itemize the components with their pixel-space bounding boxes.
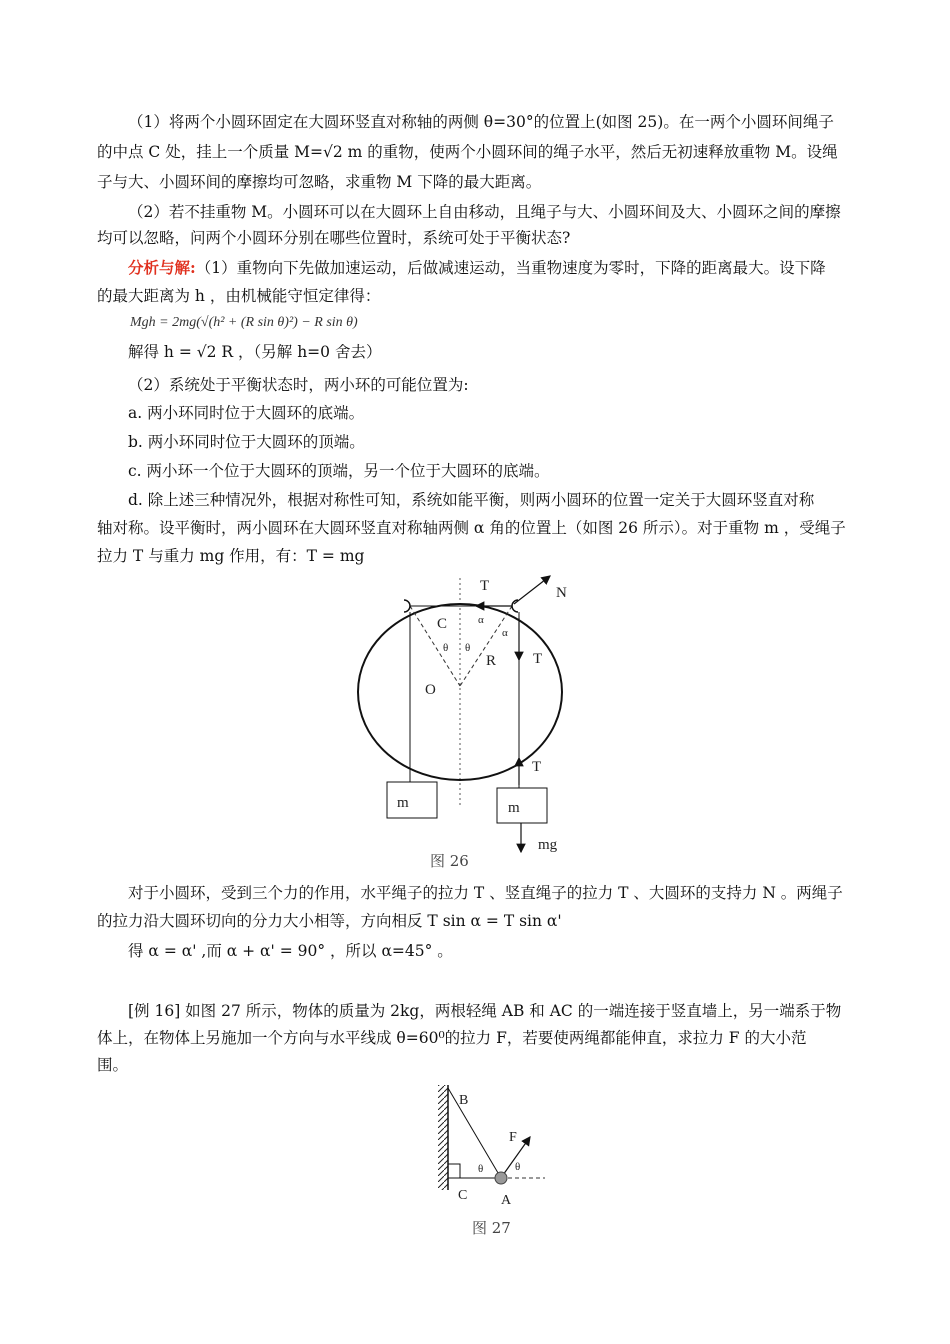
solution-s2-intro: （2）系统处于平衡状态时，两小环的可能位置为: (128, 376, 469, 394)
small-ring-left (404, 600, 410, 612)
analysis-line2: 的拉力沿大圆环切向的分力大小相等，方向相反 T sin α = T sin α' (97, 912, 562, 930)
right-angle-mark (448, 1164, 460, 1178)
problem-p1-line1: （1）将两个小圆环固定在大圆环竖直对称轴的两侧 θ=30°的位置上(如图 25)。在一两个小圆环间绳子 (128, 113, 834, 131)
mass-right (497, 788, 547, 823)
label-theta-2: θ (465, 642, 471, 654)
label-theta-1: θ (443, 642, 449, 654)
solution-s1-line2: 的最大距离为 h ，由机械能守恒定律得： (97, 287, 381, 305)
solution-item-d2: 轴对称。设平衡时，两小圆环在大圆环竖直对称轴两侧 α 角的位置上（如图 26 所示）。对于重物 m ，受绳子 (97, 519, 846, 537)
mass-left (387, 782, 437, 818)
wall-hatching (438, 1085, 448, 1190)
label-alpha-1: α (478, 614, 484, 626)
label-O: O (425, 682, 436, 698)
label-m-right: m (508, 800, 520, 816)
example16-line2: 体上，在物体上另施加一个方向与水平线成 θ=60⁰的拉力 F，若要使两绳都能伸直，求拉力 F 的大小范 (97, 1029, 807, 1047)
example16-line1: [例 16] 如图 27 所示，物体的质量为 2kg，两根轻绳 AB 和 AC 的一端连接于竖直墙上，另一端系于物 (128, 1002, 842, 1020)
label-R: R (486, 653, 497, 669)
solution-line1 (128, 258, 826, 278)
solution-item-d1: d. 除上述三种情况外，根据对称性可知，系统如能平衡，则两小圆环的位置一定关于大圆环竖直对称 (128, 491, 815, 509)
solution-item-d3: 拉力 T 与重力 mg 作用，有：T = mg (97, 547, 365, 565)
formula-energy: Mgh = 2mg(√(h² + (R sin θ)²) − R sin θ) (130, 315, 358, 330)
label-m-left: m (397, 795, 409, 811)
label-C: C (437, 616, 448, 632)
label-A: A (501, 1193, 512, 1208)
figure-26-diagram (340, 565, 590, 865)
label-theta-2: θ (515, 1161, 521, 1173)
normal-force-arrow (514, 576, 550, 604)
solution-item-a: a. 两小环同时位于大圆环的底端。 (128, 404, 365, 422)
solution-item-c: c. 两小环一个位于大圆环的顶端，另一个位于大圆环的底端。 (128, 462, 550, 480)
label-mg: mg (538, 837, 558, 853)
problem-p1-line3: 子与大、小圆环间的摩擦均可忽略，求重物 M 下降的最大距离。 (97, 173, 542, 191)
problem-p1-line2: 的中点 C 处，挂上一个质量 M=√2 m 的重物，使两个小圆环间的绳子水平，然后无初速释放重物 M。设绳 (97, 143, 838, 161)
figure-27-diagram (430, 1080, 560, 1210)
analysis-line1: 对于小圆环，受到三个力的作用，水平绳子的拉力 T 、竖直绳子的拉力 T 、大圆环的支持力 N 。两绳子 (128, 884, 843, 902)
label-alpha-2: α (502, 627, 508, 639)
figure-26-caption: 图 26 (430, 852, 469, 870)
solution-item-b: b. 两小环同时位于大圆环的顶端。 (128, 433, 365, 451)
analysis-line3: 得 α = α' ,而 α + α' = 90° ，所以 α=45° 。 (128, 942, 453, 960)
label-N: N (556, 585, 567, 601)
label-F: F (509, 1130, 517, 1145)
label-T-top: T (480, 578, 490, 594)
figure-27-caption: 图 27 (472, 1219, 511, 1237)
label-B: B (459, 1093, 469, 1108)
label-T-right: T (533, 651, 543, 667)
label-theta-1: θ (478, 1163, 484, 1175)
solution-s1-line1: （1）重物向下先做加速运动，后做减速运动，当重物速度为零时，下降的距离最大。设下降 (195, 259, 826, 277)
example16-line3: 围。 (97, 1056, 129, 1074)
label-T-lower: T (532, 759, 542, 775)
solution-heading: 分析与解: (128, 258, 196, 277)
solution-solve-line: 解得 h = √2 R ，（另解 h=0 舍去） (128, 343, 382, 361)
radius-left (410, 606, 460, 686)
label-C: C (458, 1188, 468, 1203)
object-ball (495, 1172, 507, 1184)
problem-p2-line2: 均可以忽略，问两个小圆环分别在哪些位置时，系统可处于平衡状态? (97, 229, 571, 247)
problem-p2-line1: （2）若不挂重物 M。小圆环可以在大圆环上自由移动，且绳子与大、小圆环间及大、小圆环之间的摩擦 (128, 203, 841, 221)
